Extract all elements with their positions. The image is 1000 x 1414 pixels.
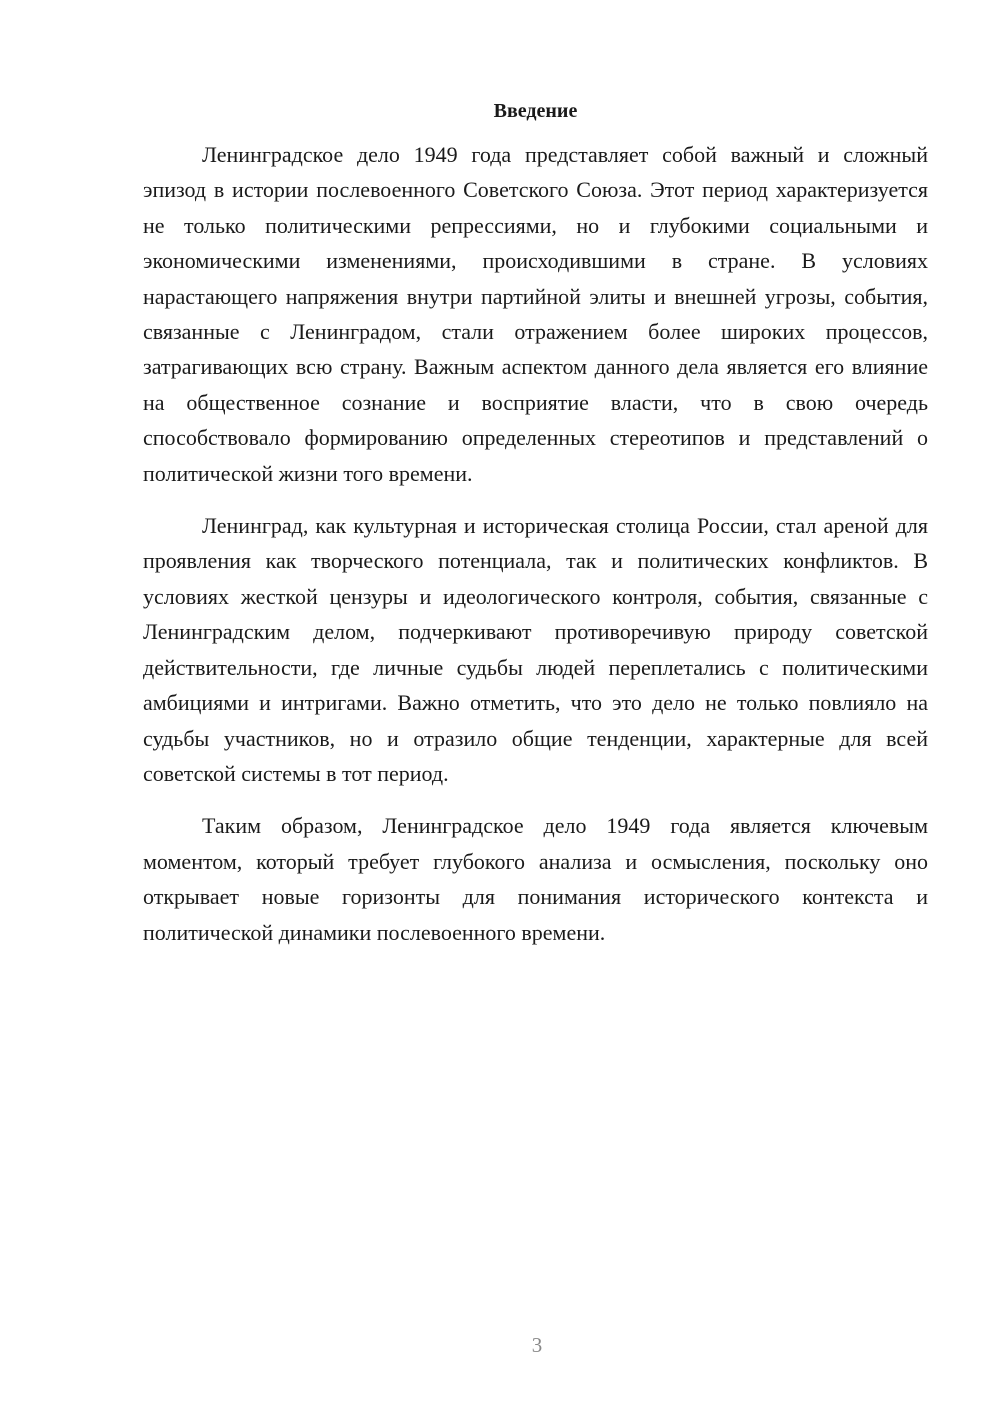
page-number: 3 <box>531 1333 543 1357</box>
paragraph-1: Ленинградское дело 1949 года представляет собой важный и сложный эпизод в истории послевоенного Советского Союза. Этот период характеризуется не только политическими репрессиями, но и глубокими социальными и экономическими изменениями, происходившими в стране. В условиях нарастающего напряжения внутри партийной элиты и внешней угрозы, события, связанные с Ленинградом, стали отражением более широких процессов, затрагивающих всю страну. Важным аспектом данного дела является его влияние на общественное сознание и восприятие власти, что в свою очередь способствовало формированию определенных стереотипов и представлений о политической жизни того времени. <box>143 142 928 486</box>
document-body <box>143 97 928 967</box>
paragraph-3: Таким образом, Ленинградское дело 1949 года является ключевым моментом, который требует глубокого анализа и осмысления, поскольку оно открывает новые горизонты для понимания исторического контекста и политической динамики послевоенного времени. <box>143 813 928 945</box>
section-title: Введение <box>493 100 578 122</box>
paragraph-2: Ленинград, как культурная и историческая столица России, стал ареной для проявления как творческого потенциала, так и политических конфликтов. В условиях жесткой цензуры и идеологического контроля, события, связанные с Ленинградским делом, подчеркивают противоречивую природу советской действительности, где личные судьбы людей переплетались с политическими амбициями и интригами. Важно отметить, что это дело не только повлияло на судьбы участников, но и отразило общие тенденции, характерные для всей советской системы в тот период. <box>143 513 928 786</box>
